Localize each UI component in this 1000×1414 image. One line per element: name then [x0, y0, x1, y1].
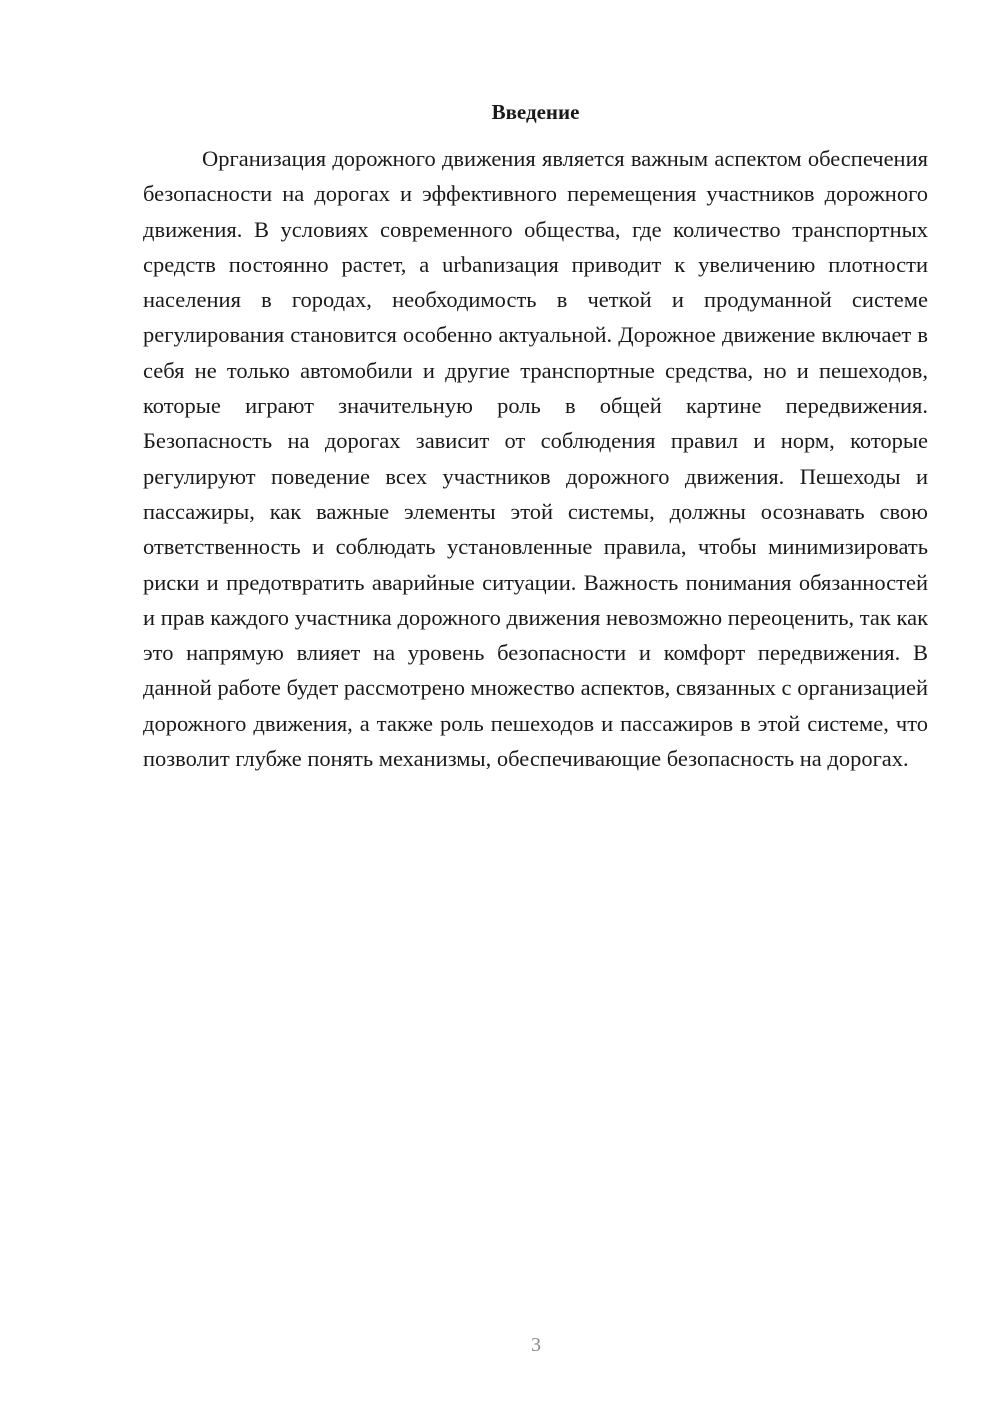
- page-number: 3: [531, 1334, 541, 1356]
- body-paragraph: Организация дорожного движения является важным аспектом обеспечения безопасности на дорогах и эффективного перемещения участников дорожного движения. В условиях современного общества, где количество транспортных средств постоянно растет, а urbanизация приводит к увеличению плотности населения в городах, необходимость в четкой и продуманной системе регулирования становится особенно актуальной. Дорожное движение включает в себя не только автомобили и другие транспортные средства, но и пешеходов, которые играют значительную роль в общей картине передвижения. Безопасность на дорогах зависит от соблюдения правил и норм, которые регулируют поведение всех участников дорожного движения. Пешеходы и пассажиры, как важные элементы этой системы, должны осознавать свою ответственность и соблюдать установленные правила, чтобы минимизировать риски и предотвратить аварийные ситуации. Важность понимания обязанностей и прав каждого участника дорожного движения невозможно переоценить, так как это напрямую влияет на уровень безопасности и комфорт передвижения. В данной работе будет рассмотрено множество аспектов, связанных с организацией дорожного движения, а также роль пешеходов и пассажиров в этой системе, что позволит глубже понять механизмы, обеспечивающие безопасность на дорогах.: [143, 146, 928, 772]
- section-heading: Введение: [491, 100, 580, 124]
